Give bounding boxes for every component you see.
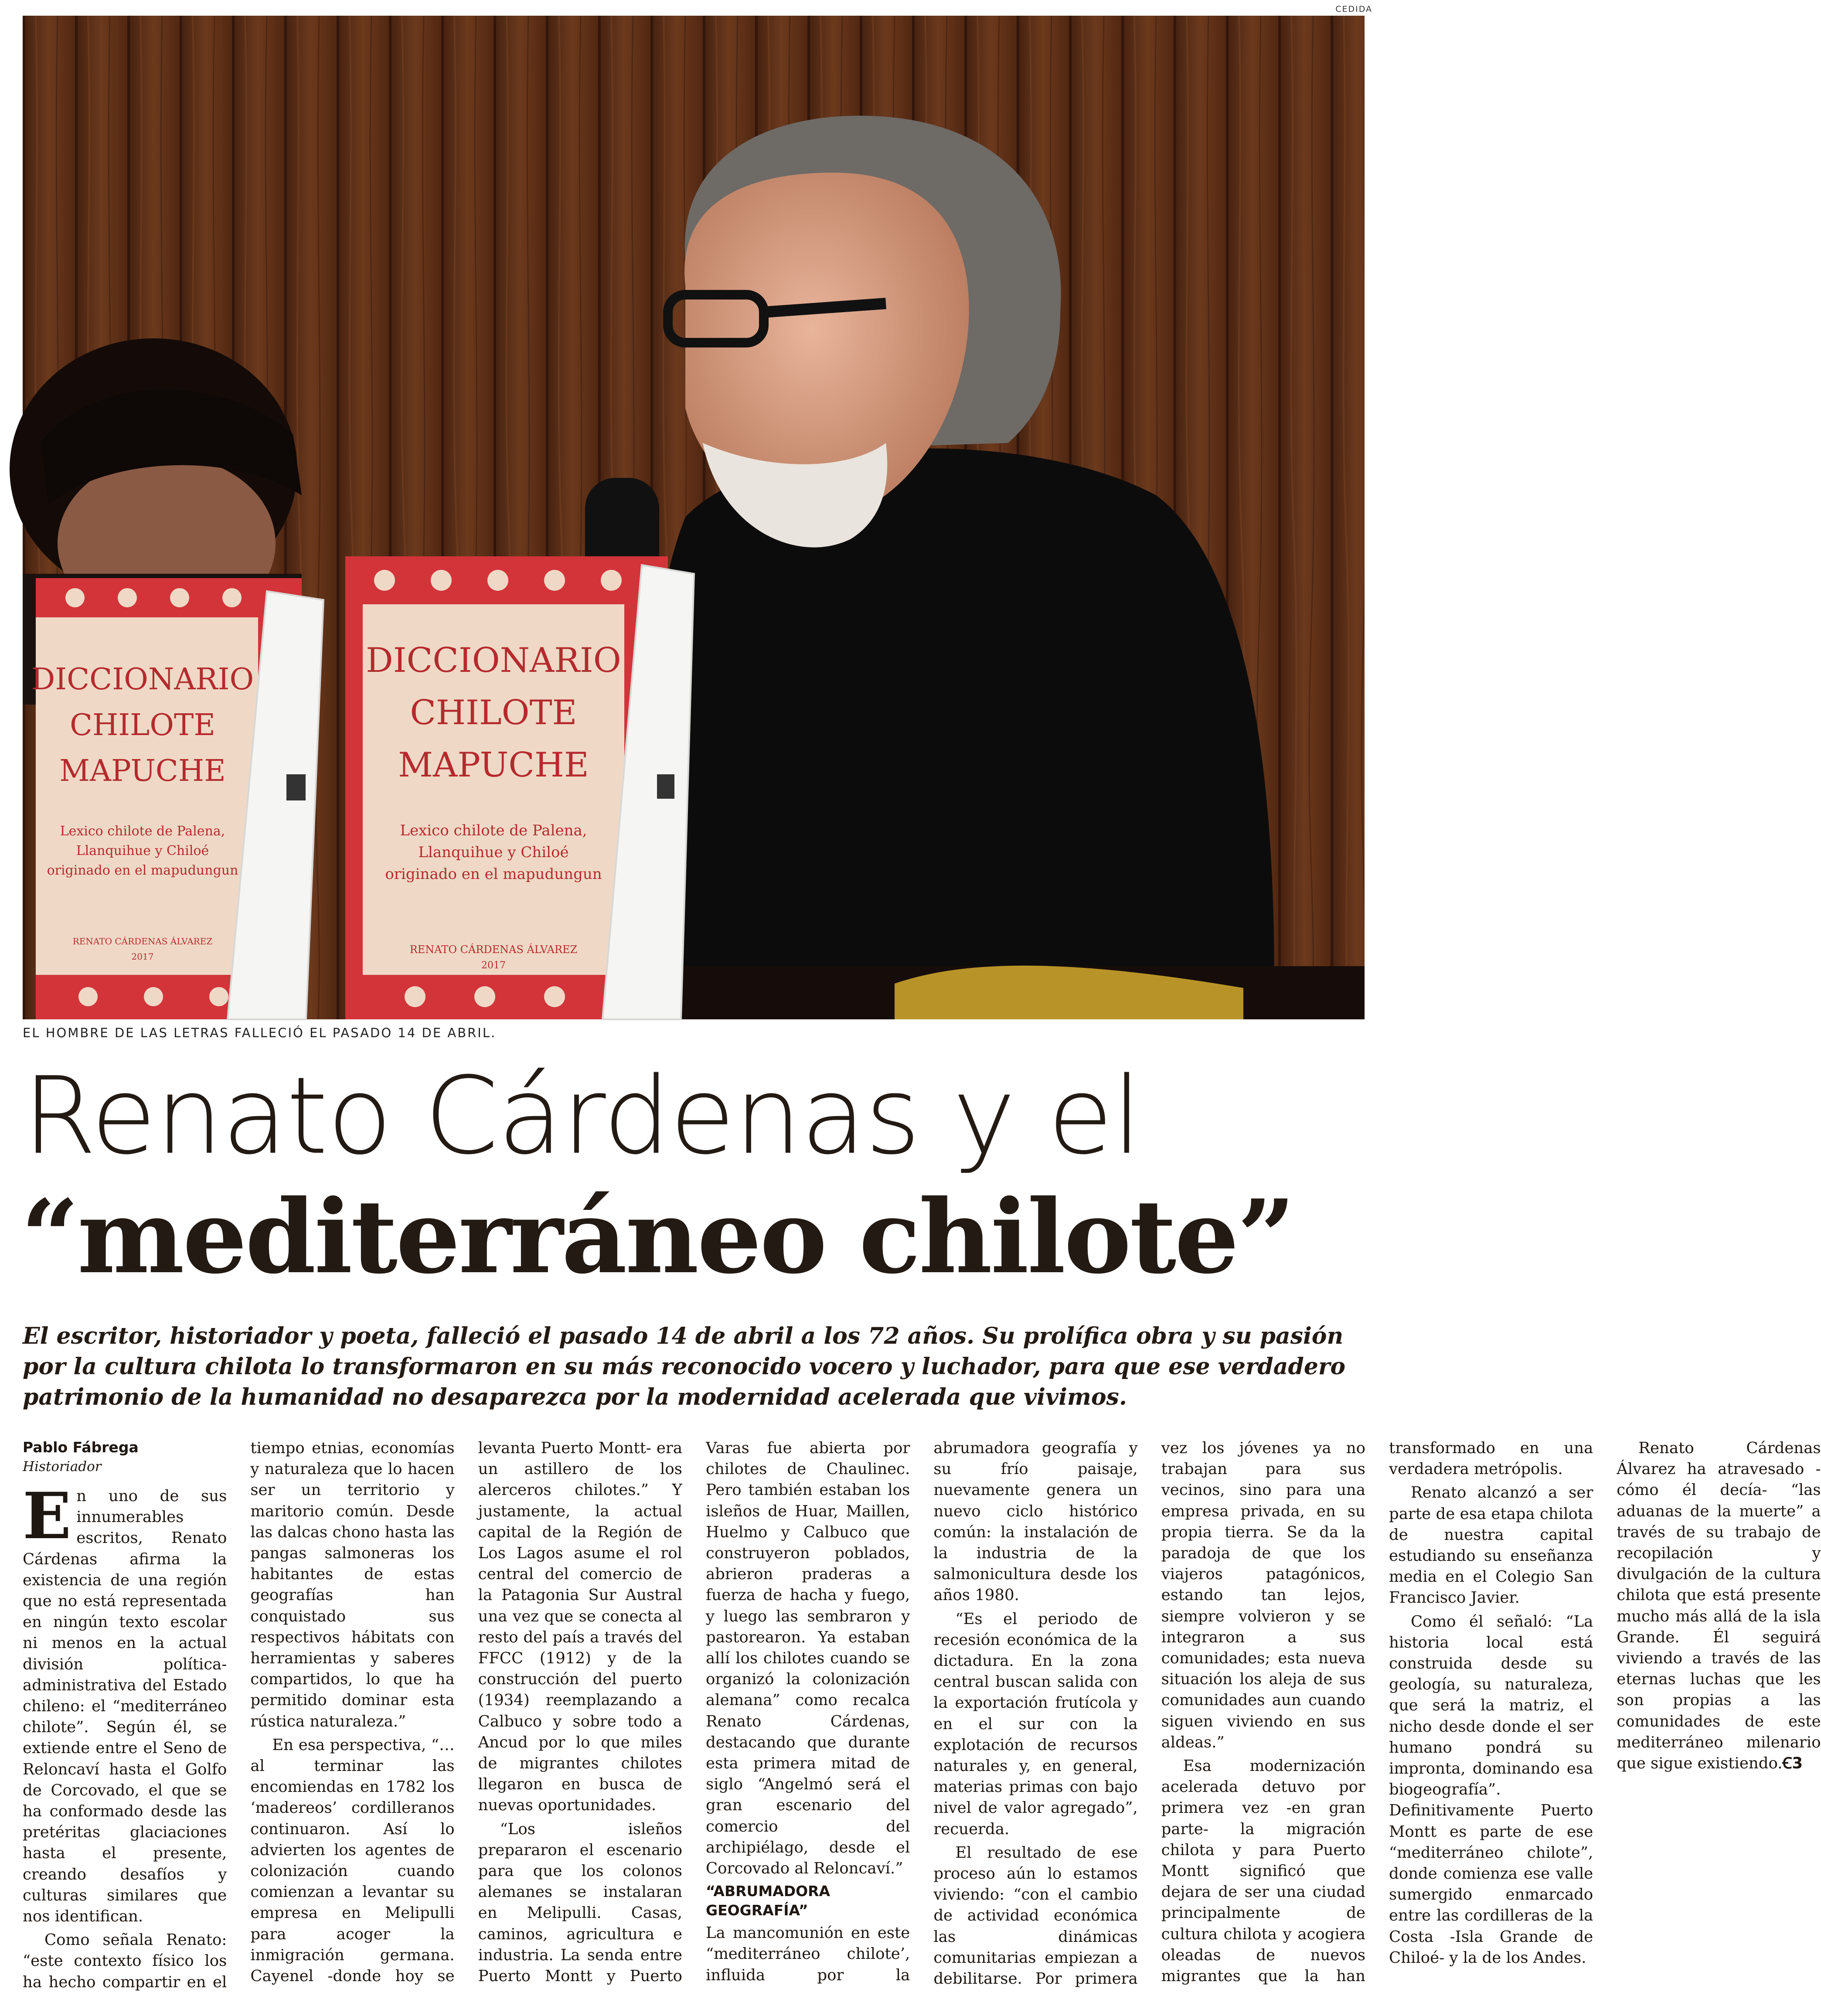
body-paragraph: Como él señaló: “La historia local está construida desde su geología, su naturaleza, que será la matriz, el nicho desde donde el ser humano pondrá su impronta, dominando esa biogeografía”. Definitivamente Puerto Montt es parte de ese “mediterráneo chilote”, donde comienza ese valle sumergido enmarcado entre las cordilleras de la Costa -Isla Grande de Chiloé- y la de los Andes.	[1389, 1612, 1593, 1967]
book-left-subtitle-1: Lexico chilote de Palena,	[60, 824, 225, 839]
headline-line-2: “mediterráneo chilote”	[21, 1177, 1294, 1296]
body-paragraph: Renato alcanzó a ser parte de esa etapa chilota de nuestra capital estudiando su enseñanza media en el Colegio San Francisco Javier.	[1389, 1484, 1593, 1607]
body-paragraph	[1617, 1438, 1821, 1774]
body-paragraph-text: Renato Cárdenas Álvarez ha atravesado -cómo él decía- “las aduanas de la muerte” a través de su trabajo de recopilación y divulgación de la cultura chilota que está presente mucho más allá de la isla Grande. Él seguirá viviendo a través de las eternas luchas que les son propias a las comunidades de este mediterráneo milenario que sigue existiendo.	[1617, 1439, 1821, 1773]
book-right	[345, 556, 694, 1019]
article-lede: El escritor, historiador y poeta, falleció el pasado 14 de abril a los 72 años. Su prolífica obra y su pasión por la cultura chilota lo transformaron en su más reconocido vocero y luchador, para que ese verdadero patrimonio de la humanidad no desaparezca por la modernidad acelerada que vivimos.	[23, 1323, 1346, 1410]
body-paragraph: En esa perspectiva, “…al terminar las encomiendas en 1782 los ‘madereos’ cordilleranos continuaron. Así lo advierten los agentes de colonización cuando comienzan a levantar su empresa en Melipulli para acoger la inmigración germana. Cayenel -donde hoy se levanta Puerto Montt- era un astillero de los alerceros chilotes.” Y justamente, la actual capital de la Región de Los Lagos asume el rol central del comercio de la Patagonia Sur Austral una vez que se conecta al resto del país a través del FFCC (1912) y de la construcción del puerto (1934) reemplazando a Calbuco y sobre todo a Ancud por lo que miles de migrantes chilotes llegaron en busca de nuevas oportunidades.	[250, 1439, 682, 1985]
article-body	[23, 1438, 1821, 2005]
book-left-title-1: DICCIONARIO	[31, 662, 254, 697]
headline-line-1: Renato Cárdenas y el	[23, 1054, 1141, 1178]
body-paragraph: Esa modernización acelerada detuvo por primera vez -en gran parte- la migración chilota y para Puerto Montt significó que dejara de ser una ciudad principalmente de cultura chilota y acogiera oleadas de nuevos migrantes que la han transformado en una verdadera metrópolis.	[1161, 1439, 1593, 1985]
book-right-title-1: DICCIONARIO	[366, 641, 621, 680]
book-left	[31, 578, 323, 1019]
book-left-title-2: CHILOTE	[69, 708, 216, 742]
body-paragraph: Como señala Renato: “este contexto físico los ha hecho compartir en el tiempo etnias, economías y naturaleza que lo hacen ser un territorio y maritorio común. Desde las dalcas chono hasta las pangas salmoneras los habitantes de estas geografías han conquistado sus respectivos hábitats con herramientas y saberes compartidos, lo que ha permitido dominar esta rústica naturaleza.”	[23, 1439, 455, 1991]
body-paragraph-text: n uno de sus innumerables escritos, Renato Cárdenas afirma la existencia de una región que no está representada en ningún texto escolar ni menos en la actual división política-administrativa del Estado chileno: el “mediterráneo chilote”. Según él, se extiende entre el Seno de Reloncaví hasta el Golfo de Corcovado, el que se ha conformado desde las pretéritas glaciaciones hasta el presente, creando desafíos y culturas similares que nos identifican.	[23, 1487, 227, 1926]
book-right-author: RENATO CÁRDENAS ÁLVAREZ	[409, 943, 578, 956]
book-right-subtitle-2: Llanquihue y Chiloé	[418, 844, 569, 861]
book-left-subtitle-2: Llanquihue y Chiloé	[76, 843, 209, 858]
photo-caption: EL HOMBRE DE LAS LETRAS FALLECIÓ EL PASADO 14 DE ABRIL.	[23, 1025, 497, 1040]
end-mark: Ꞓ3	[1782, 1754, 1803, 1773]
body-paragraph: “Es el periodo de recesión económica de la dictadura. En la zona central buscan salida con la exportación frutícola y en el sur con la explotación de recursos naturales y, en general, materias primas con bajo nivel de valor agregado”, recuerda.	[933, 1610, 1138, 1838]
body-paragraph: El resultado de ese proceso aún lo estamos viviendo: “con el cambio de actividad económica las dinámicas comunitarias empiezan a debilitarse. Por primera vez los jóvenes ya no trabajan para sus vecinos, sino para una empresa privada, en su propia tierra. Se da la paradoja de que los viajeros patagónicos, estando tan lejos, siempre volvieron y se integraron a sus comunidades; esta nueva situación los aleja de sus comunidades aun cuando siguen viviendo en sus aldeas.”	[933, 1439, 1365, 1988]
body-paragraph: “Los isleños prepararon el escenario para que los colonos alemanes se instalaran en Melipulli. Casas, caminos, agricultura e industria. La senda entre Puerto Montt y Puerto Varas fue abierta por chilotes de Chaulinec. Pero también estaban los isleños de Huar, Maillen, Huelmo y Calbuco que construyeron poblados, abrieron praderas a fuerza de hacha y fuego, y luego las sembraron y pastorearon. Ya estaban allí los chilotes cuando se organizó la colonización alemana” como recalca Renato Cárdenas, destacando que durante esta primera mitad de siglo “Angelmó será el gran escenario del comercio del archipiélago, desde el Corcovado al Reloncaví.”	[478, 1439, 910, 1985]
book-right-year: 2017	[481, 960, 506, 971]
byline-role: Historiador	[23, 1459, 102, 1475]
body-paragraph	[23, 1479, 227, 1927]
photo-credit: CEDIDA	[1335, 4, 1372, 14]
book-left-year: 2017	[131, 951, 154, 962]
section-subhead: “ABRUMADORA GEOGRAFÍA”	[705, 1883, 831, 1919]
body-paragraph: La mancomunión en este “mediterráneo chilote’, influida por la abrumadora geografía y su frío paisaje, nuevamente genera un nuevo ciclo histórico común: la instalación de la industria de la salmonicultura desde los años 1980.	[705, 1439, 1138, 1984]
photo-illustration	[23, 16, 1365, 1019]
book-left-author: RENATO CÁRDENAS ÁLVAREZ	[72, 936, 213, 947]
byline	[23, 1438, 227, 1476]
book-right-subtitle-3: originado en el mapudungun	[385, 865, 602, 883]
drop-cap: E	[23, 1479, 71, 1553]
book-right-title-3: MAPUCHE	[398, 746, 589, 785]
article-photo	[23, 16, 1365, 1019]
book-left-subtitle-3: originado en el mapudungun	[47, 863, 238, 878]
book-right-subtitle-1: Lexico chilote de Palena,	[400, 822, 587, 839]
byline-name: Pablo Fábrega	[23, 1439, 139, 1456]
book-right-title-2: CHILOTE	[410, 693, 577, 732]
book-left-title-3: MAPUCHE	[59, 754, 226, 788]
